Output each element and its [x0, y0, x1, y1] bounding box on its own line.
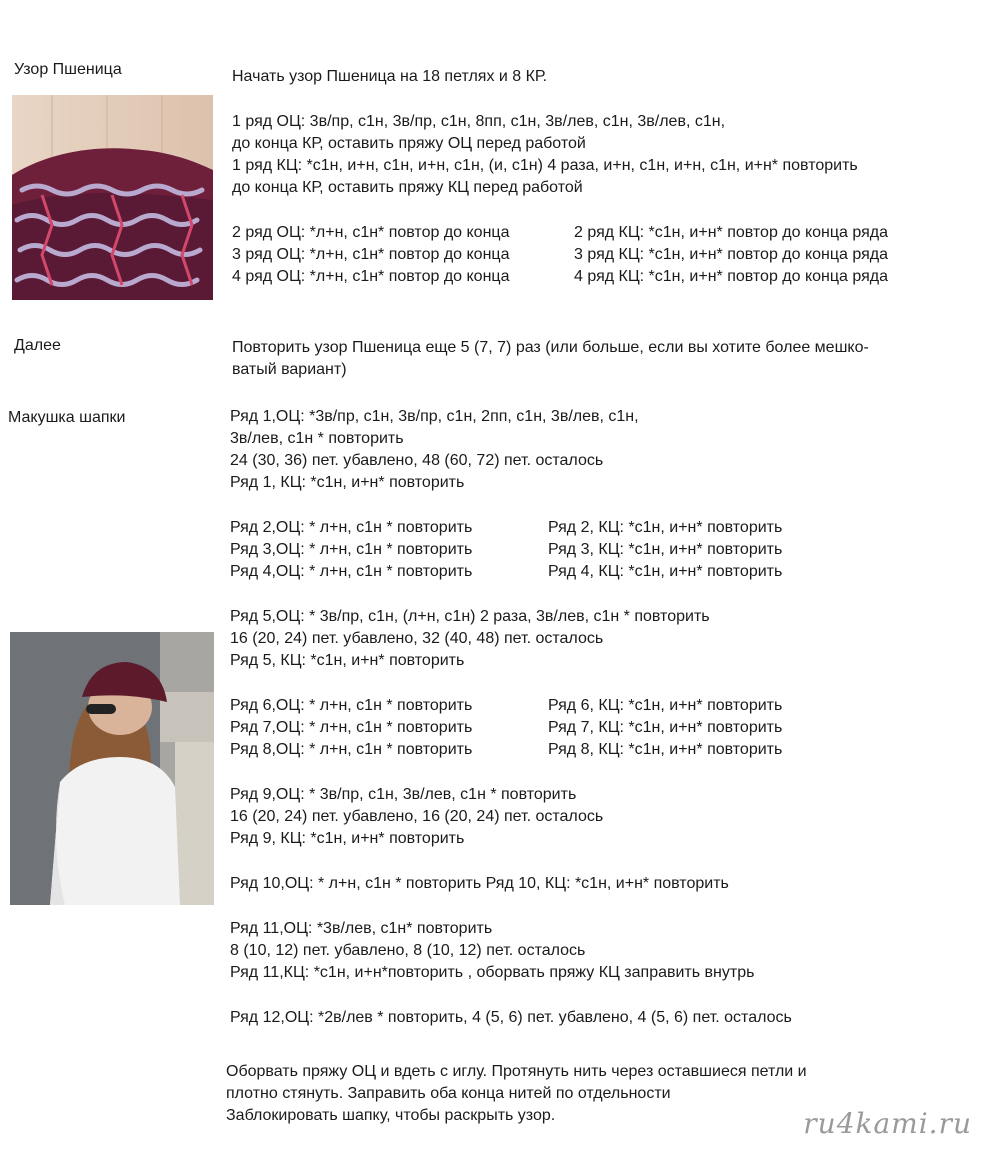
next-line1: Повторить узор Пшеница еще 5 (7, 7) раз (или больше, если вы хотите более мешко- — [232, 339, 869, 356]
crown-row1-oc-line1: Ряд 1,ОЦ: *3в/пр, с1н, 3в/пр, с1н, 2пп, с1н, 3в/лев, с1н, — [230, 408, 639, 425]
crown-row11-kc: Ряд 11,КЦ: *с1н, и+н*повторить , оборвать пряжу КЦ заправить внутрь — [230, 964, 755, 981]
crown-row11-count: 8 (10, 12) пет. убавлено, 8 (10, 12) пет. осталось — [230, 942, 586, 959]
pattern-row4-kc: 4 ряд КЦ: *с1н, и+н* повтор до конца ряда — [574, 268, 889, 285]
pattern-row2-kc: 2 ряд КЦ: *с1н, и+н* повтор до конца ряда — [574, 224, 889, 241]
crown-row12: Ряд 12,ОЦ: *2в/лев * повторить, 4 (5, 6) пет. убавлено, 4 (5, 6) пет. осталось — [230, 1009, 792, 1026]
crown-row1-kc: Ряд 1, КЦ: *с1н, и+н* повторить — [230, 474, 465, 491]
crown-row6-kc: Ряд 6, КЦ: *с1н, и+н* повторить — [548, 697, 783, 714]
crown-row3-kc: Ряд 3, КЦ: *с1н, и+н* повторить — [548, 541, 783, 558]
pattern-row3-oc: 3 ряд ОЦ: *л+н, с1н* повтор до конца — [232, 246, 510, 263]
pattern-row4-oc: 4 ряд ОЦ: *л+н, с1н* повтор до конца — [232, 268, 510, 285]
crown-row11-oc: Ряд 11,ОЦ: *3в/лев, с1н* повторить — [230, 920, 493, 937]
crown-row4-oc: Ряд 4,ОЦ: * л+н, с1н * повторить — [230, 563, 473, 580]
pattern-row3-kc: 3 ряд КЦ: *с1н, и+н* повтор до конца ряда — [574, 246, 889, 263]
finish-line3: Заблокировать шапку, чтобы раскрыть узор. — [226, 1107, 556, 1124]
wheat-pattern-swatch-image — [12, 95, 213, 300]
crown-row1-oc-line2: 3в/лев, с1н * повторить — [230, 430, 404, 447]
site-watermark: ru4kami.ru — [803, 1107, 972, 1140]
section-label-next: Далее — [14, 337, 61, 354]
crown-row10: Ряд 10,ОЦ: * л+н, с1н * повторить Ряд 10, КЦ: *с1н, и+н* повторить — [230, 875, 729, 892]
next-line2: ватый вариант) — [232, 361, 347, 378]
crown-row9-oc: Ряд 9,ОЦ: * 3в/пр, с1н, 3в/лев, с1н * повторить — [230, 786, 577, 803]
crown-row7-oc: Ряд 7,ОЦ: * л+н, с1н * повторить — [230, 719, 473, 736]
section-label-crown: Макушка шапки — [8, 409, 126, 426]
finish-line1: Оборвать пряжу ОЦ и вдеть с иглу. Протянуть нить через оставшиеся петли и — [226, 1063, 807, 1080]
crown-row7-kc: Ряд 7, КЦ: *с1н, и+н* повторить — [548, 719, 783, 736]
crown-row3-oc: Ряд 3,ОЦ: * л+н, с1н * повторить — [230, 541, 473, 558]
crown-row5-kc: Ряд 5, КЦ: *с1н, и+н* повторить — [230, 652, 465, 669]
crown-row5-oc: Ряд 5,ОЦ: * 3в/пр, с1н, (л+н, с1н) 2 раза, 3в/лев, с1н * повторить — [230, 608, 710, 625]
crown-row6-oc: Ряд 6,ОЦ: * л+н, с1н * повторить — [230, 697, 473, 714]
pattern-row1-oc-line2: до конца КР, оставить пряжу ОЦ перед работой — [232, 135, 586, 152]
crown-row9-count: 16 (20, 24) пет. убавлено, 16 (20, 24) пет. осталось — [230, 808, 604, 825]
crown-row2-oc: Ряд 2,ОЦ: * л+н, с1н * повторить — [230, 519, 473, 536]
finish-line2: плотно стянуть. Заправить оба конца нитей по отдельности — [226, 1085, 671, 1102]
crown-row2-kc: Ряд 2, КЦ: *с1н, и+н* повторить — [548, 519, 783, 536]
woman-wearing-hat-image — [10, 632, 214, 905]
pattern-intro: Начать узор Пшеница на 18 петлях и 8 КР. — [232, 68, 548, 85]
section-label-pattern: Узор Пшеница — [14, 61, 122, 78]
pattern-row2-oc: 2 ряд ОЦ: *л+н, с1н* повтор до конца — [232, 224, 510, 241]
crown-row4-kc: Ряд 4, КЦ: *с1н, и+н* повторить — [548, 563, 783, 580]
crown-row9-kc: Ряд 9, КЦ: *с1н, и+н* повторить — [230, 830, 465, 847]
crown-row8-kc: Ряд 8, КЦ: *с1н, и+н* повторить — [548, 741, 783, 758]
pattern-row1-oc-line1: 1 ряд ОЦ: 3в/пр, с1н, 3в/пр, с1н, 8пп, с1н, 3в/лев, с1н, 3в/лев, с1н, — [232, 113, 726, 130]
pattern-row1-kc-line1: 1 ряд КЦ: *с1н, и+н, с1н, и+н, с1н, (и, с1н) 4 раза, и+н, с1н, и+н, с1н, и+н* повторить — [232, 157, 858, 174]
crown-row1-count: 24 (30, 36) пет. убавлено, 48 (60, 72) пет. осталось — [230, 452, 604, 469]
crown-row8-oc: Ряд 8,ОЦ: * л+н, с1н * повторить — [230, 741, 473, 758]
pattern-row1-kc-line2: до конца КР, оставить пряжу КЦ перед работой — [232, 179, 583, 196]
crown-row5-count: 16 (20, 24) пет. убавлено, 32 (40, 48) пет. осталось — [230, 630, 604, 647]
